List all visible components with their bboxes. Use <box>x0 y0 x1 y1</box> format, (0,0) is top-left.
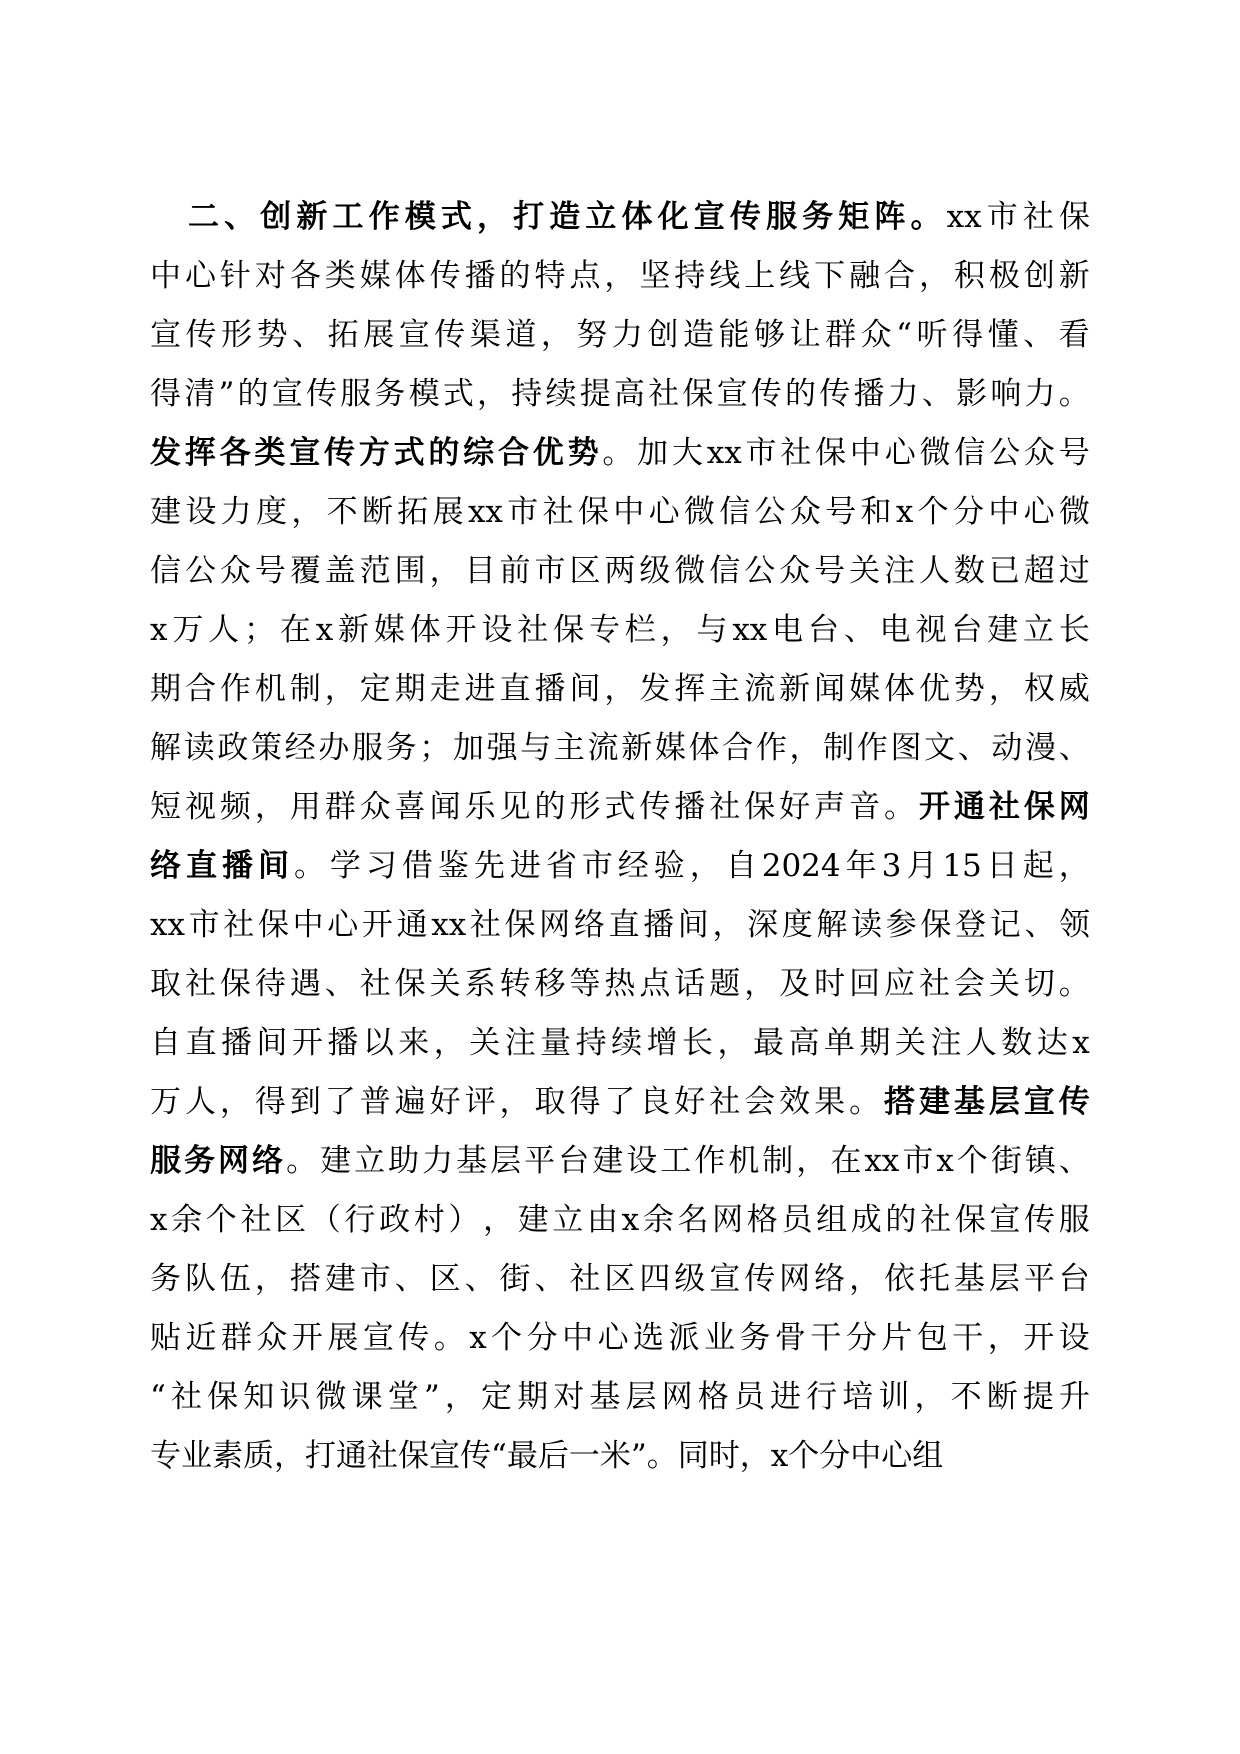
text-line: “ 社 保 知 识 微 课 堂 ” ， 定 期 对 基 层 网 格 员 进 行 培 训 ， 不 断 提 升 <box>150 1379 1090 1415</box>
body-paragraph <box>150 188 1090 1486</box>
text-line: 得 清 ” 的 宣 传 服 务 模 式 ， 持 续 提 高 社 保 宣 传 的 传 播 力 、 影 响 力 。 <box>150 376 1090 412</box>
text-line: 络 直 播 间 。 学 习 借 鉴 先 进 省 市 经 验 ， 自 2024 年 3 月 15 日 起 ， <box>150 848 1090 884</box>
text-line: 发 挥 各 类 宣 传 方 式 的 综 合 优 势 。 加 大 xx 市 社 保 中 心 微 信 公 众 号 <box>150 435 1090 471</box>
text-line: 自 直 播 间 开 播 以 来 ， 关 注 量 持 续 增 长 ， 最 高 单 期 关 注 人 数 达 x <box>150 1025 1090 1061</box>
text-line: x 万 人 ； 在 x 新 媒 体 开 设 社 保 专 栏 ， 与 xx 电 台 、 电 视 台 建 立 长 <box>150 612 1090 648</box>
text-line: 信 公 众 号 覆 盖 范 围 ， 目 前 市 区 两 级 微 信 公 众 号 关 注 人 数 已 超 过 <box>150 553 1090 589</box>
text-line: 取 社 保 待 遇 、 社 保 关 系 转 移 等 热 点 话 题 ， 及 时 回 应 社 会 关 切 。 <box>150 966 1090 1002</box>
text-line: xx 市 社 保 中 心 开 通 xx 社 保 网 络 直 播 间 ， 深 度 解 读 参 保 登 记 、 领 <box>150 907 1090 943</box>
text-line: 专 业 素 质 ， 打 通 社 保 宣 传 “ 最 后 一 米 ” 。 同 时 ， x 个 分 中 心 组 <box>150 1438 944 1474</box>
text-line: 万 人 ， 得 到 了 普 遍 好 评 ， 取 得 了 良 好 社 会 效 果 。 搭 建 基 层 宣 传 <box>150 1084 1090 1120</box>
text-line: 宣 传 形 势 、 拓 展 宣 传 渠 道 ， 努 力 创 造 能 够 让 群 众 “ 听 得 懂 、 看 <box>150 317 1090 353</box>
text-line: x 余 个 社 区 （ 行 政 村 ） ， 建 立 由 x 余 名 网 格 员 组 成 的 社 保 宣 传 服 <box>150 1202 1090 1238</box>
text-line: 短 视 频 ， 用 群 众 喜 闻 乐 见 的 形 式 传 播 社 保 好 声 音 。 开 通 社 保 网 <box>150 789 1090 825</box>
text-line: 期 合 作 机 制 ， 定 期 走 进 直 播 间 ， 发 挥 主 流 新 闻 媒 体 优 势 ， 权 威 <box>150 671 1090 707</box>
text-line: 解 读 政 策 经 办 服 务 ； 加 强 与 主 流 新 媒 体 合 作 ， 制 作 图 文 、 动 漫 、 <box>150 730 1090 766</box>
text-line: 贴 近 群 众 开 展 宣 传 。 x 个 分 中 心 选 派 业 务 骨 干 分 片 包 干 ， 开 设 <box>150 1320 1090 1356</box>
text-line: 务 队 伍 ， 搭 建 市 、 区 、 街 、 社 区 四 级 宣 传 网 络 ， 依 托 基 层 平 台 <box>150 1261 1090 1297</box>
text-line: 服 务 网 络 。 建 立 助 力 基 层 平 台 建 设 工 作 机 制 ， 在 xx 市 x 个 街 镇 、 <box>150 1143 1090 1179</box>
text-line: 中 心 针 对 各 类 媒 体 传 播 的 特 点 ， 坚 持 线 上 线 下 融 合 ， 积 极 创 新 <box>150 258 1090 294</box>
text-line: 建 设 力 度 ， 不 断 拓 展 xx 市 社 保 中 心 微 信 公 众 号 和 x 个 分 中 心 微 <box>150 494 1090 530</box>
text-line: 二 、 创 新 工 作 模 式 ， 打 造 立 体 化 宣 传 服 务 矩 阵 。 xx 市 社 保 <box>188 199 1090 235</box>
